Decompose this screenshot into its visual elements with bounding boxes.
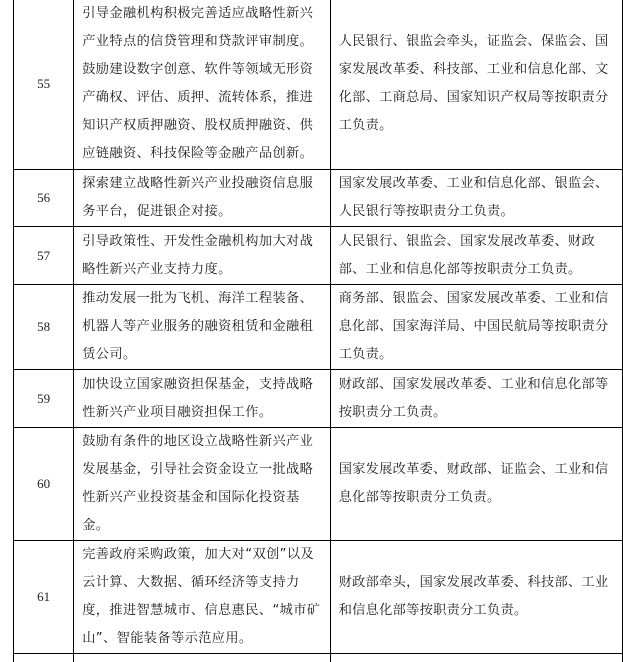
responsible-departments: 财政部牵头，国家发展改革委、科技部、工业和信息化部等按职责分工负责。 — [330, 541, 622, 654]
task-description: 加快设立国家融资担保基金，支持战略性新兴产业项目融资担保工作。 — [74, 370, 330, 428]
table-row — [14, 428, 623, 541]
empty-cell — [74, 654, 330, 662]
task-description: 完善政府采购政策，加大对“双创”以及云计算、大数据、循环经济等支持力度，推进智慧城市、信息惠民、“城市矿山”、智能装备等示范应用。 — [74, 541, 330, 654]
table-row — [14, 285, 623, 370]
empty-cell — [14, 654, 74, 662]
table-row — [14, 227, 623, 285]
policy-task-table — [13, 0, 623, 662]
row-number: 55 — [14, 0, 74, 170]
responsible-departments: 人民银行、银监会牵头，证监会、保监会、国家发展改革委、科技部、工业和信息化部、文化部、工商总局、国家知识产权局等按职责分工负责。 — [330, 0, 622, 170]
task-description: 推动发展一批为飞机、海洋工程装备、机器人等产业服务的融资租赁和金融租赁公司。 — [74, 285, 330, 370]
table-row — [14, 541, 623, 654]
table-row — [14, 370, 623, 428]
row-number: 57 — [14, 227, 74, 285]
row-number: 56 — [14, 170, 74, 227]
row-number: 58 — [14, 285, 74, 370]
table-row — [14, 170, 623, 227]
responsible-departments: 商务部、银监会、国家发展改革委、工业和信息化部、国家海洋局、中国民航局等按职责分工负责。 — [330, 285, 622, 370]
row-number: 60 — [14, 428, 74, 541]
responsible-departments: 国家发展改革委、财政部、证监会、工业和信息化部等按职责分工负责。 — [330, 428, 622, 541]
task-description: 引导政策性、开发性金融机构加大对战略性新兴产业支持力度。 — [74, 227, 330, 285]
row-number: 61 — [14, 541, 74, 654]
responsible-departments: 人民银行、银监会、国家发展改革委、财政部、工业和信息化部等按职责分工负责。 — [330, 227, 622, 285]
task-description: 探索建立战略性新兴产业投融资信息服务平台，促进银企对接。 — [74, 170, 330, 227]
task-description: 引导金融机构积极完善适应战略性新兴产业特点的信贷管理和贷款评审制度。鼓励建设数字创意、软件等领域无形资产确权、评估、质押、流转体系，推进知识产权质押融资、股权质押融资、供应链融资、科技保险等金融产品创新。 — [74, 0, 330, 170]
responsible-departments: 国家发展改革委、工业和信息化部、银监会、人民银行等按职责分工负责。 — [330, 170, 622, 227]
responsible-departments: 财政部、国家发展改革委、工业和信息化部等按职责分工负责。 — [330, 370, 622, 428]
table-row — [14, 0, 623, 170]
empty-cell — [330, 654, 622, 662]
row-number: 59 — [14, 370, 74, 428]
table-row-partial — [14, 654, 623, 662]
task-description: 鼓励有条件的地区设立战略性新兴产业发展基金，引导社会资金设立一批战略性新兴产业投资基金和国际化投资基金。 — [74, 428, 330, 541]
